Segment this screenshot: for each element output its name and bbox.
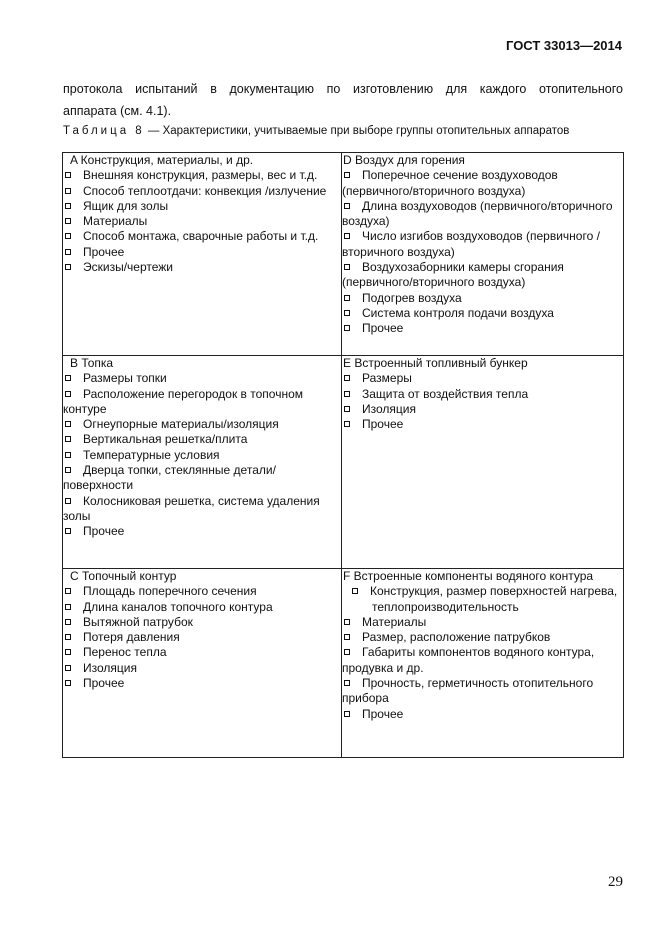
checkbox-bullet-icon [65,649,71,655]
list-item [63,524,341,539]
cell-heading: D Воздух для горения [343,153,465,167]
checkbox-bullet-icon [65,391,71,397]
checkbox-bullet-icon [65,528,71,534]
table-caption [63,125,593,137]
checkbox-bullet-icon [344,203,350,209]
list-item-label: Длина воздуховодов (первичного/вторичного воздуха) [342,198,613,229]
list-item [342,707,623,722]
list-item-label: Изоляция [362,401,416,416]
checkbox-bullet-icon [344,310,350,316]
list-item-label: Прочее [362,321,404,336]
list-item [342,199,623,230]
checkbox-bullet-icon [344,421,350,427]
checkbox-bullet-icon [352,588,358,594]
cell-c [63,569,342,758]
list-item [342,645,623,676]
list-item-label: Число изгибов воздуховодов (первичного /вторичного воздуха) [342,229,600,259]
list-item [342,306,623,321]
list-item [63,199,341,214]
list-item-label: Температурные условия [83,447,220,462]
list-item [342,387,623,402]
list-item-label: Вытяжной патрубок [83,614,193,629]
document-code: ГОСТ 33013—2014 [506,38,622,53]
list-item-label: Прочее [83,244,125,259]
checkbox-bullet-icon [344,375,350,381]
list-item [63,494,341,525]
checkbox-bullet-icon [65,680,71,686]
list-item [342,676,623,707]
intro-paragraph [63,78,623,122]
checkbox-bullet-icon [65,588,71,594]
list-item [63,448,341,463]
checkbox-bullet-icon [65,264,71,270]
list-item-label: Площадь поперечного сечения [83,584,257,599]
cell-heading: E Встроенный топливный бункер [343,356,528,370]
checkbox-bullet-icon [344,391,350,397]
list-item-label: Ящик для золы [83,198,169,213]
cell-heading: C Топочный контур [70,569,177,583]
list-item-label: Прочее [362,706,404,721]
checkbox-bullet-icon [344,711,350,717]
list-item-label: Габариты компонентов водяного контура, продувка и др. [342,645,595,675]
list-item [63,661,341,676]
list-item-label: Размеры топки [83,371,167,386]
list-item-label: Потеря давления [83,630,180,645]
list-item-label: Дверца топки, стеклянные детали/поверхности [63,463,276,493]
list-item [342,260,623,291]
list-item [342,371,623,386]
checkbox-bullet-icon [344,649,350,655]
list-item-label: Колосниковая решетка, система удаления золы [63,493,320,523]
checkbox-bullet-icon [344,680,350,686]
checkbox-bullet-icon [65,498,71,504]
list-item-label: Прочее [83,524,125,539]
list-item-label: Длина каналов топочного контура [83,599,273,614]
checkbox-bullet-icon [344,406,350,412]
list-item [342,402,623,417]
table-caption-label: Таблица 8 [63,125,145,137]
list-item-label: Система контроля подачи воздуха [362,305,554,320]
checkbox-bullet-icon [344,172,350,178]
list-item [63,245,341,260]
list-item-label: Подогрев воздуха [362,290,462,305]
table-caption-text: — Характеристики, учитываемые при выборе группы отопительных аппаратов [147,125,570,137]
characteristics-table [62,152,624,758]
intro-line-2: аппарата (см. 4.1). [63,104,172,118]
list-item [63,214,341,229]
checkbox-bullet-icon [65,619,71,625]
list-item [63,371,341,386]
checkbox-bullet-icon [65,604,71,610]
page-number: 29 [608,874,623,890]
checkbox-bullet-icon [344,233,350,239]
list-item-label: Вертикальная решетка/плита [83,432,248,447]
list-item [63,387,341,418]
list-item-label: Поперечное сечение воздуховодов (первичного/вторичного воздуха) [342,168,558,198]
checkbox-bullet-icon [65,467,71,473]
list-item [63,615,341,630]
cell-heading: A Конструкция, материалы, и др. [70,153,254,167]
list-item-label: Размер, расположение патрубков [362,630,551,645]
list-item-label: Материалы [83,214,148,229]
list-item [63,229,341,244]
checkbox-bullet-icon [344,634,350,640]
list-item [342,615,623,630]
intro-line-1: протокола испытаний в документацию по изготовлению для каждого отопительного [63,82,623,96]
cell-f [342,569,624,758]
list-item-label: Перенос тепла [83,645,167,660]
list-item [342,584,623,615]
list-item [63,417,341,432]
list-item-label: Прочность, герметичность отопительного прибора [342,676,594,706]
checkbox-bullet-icon [65,665,71,671]
checkbox-bullet-icon [65,249,71,255]
list-item [63,584,341,599]
checkbox-bullet-icon [344,325,350,331]
list-item [63,630,341,645]
checkbox-bullet-icon [65,634,71,640]
list-item-label: Способ монтажа, сварочные работы и т.д. [83,229,319,244]
list-item-label: Изоляция [83,660,137,675]
cell-e [342,356,624,569]
list-item [63,432,341,447]
cell-b [63,356,342,569]
checkbox-bullet-icon [65,188,71,194]
checkbox-bullet-icon [65,172,71,178]
list-item [342,168,623,199]
checkbox-bullet-icon [65,375,71,381]
list-item [63,645,341,660]
list-item [342,291,623,306]
checkbox-bullet-icon [65,203,71,209]
list-item [63,184,341,199]
list-item [63,676,341,691]
list-item [342,630,623,645]
list-item-label: Прочее [83,676,125,691]
checkbox-bullet-icon [65,452,71,458]
list-item-label: Эскизы/чертежи [83,260,174,275]
cell-heading: F Встроенные компоненты водяного контура [343,569,594,583]
list-item-label: Способ теплоотдачи: конвекция /излучение [83,183,327,198]
list-item-label: Материалы [362,614,427,629]
list-item [342,229,623,260]
checkbox-bullet-icon [65,436,71,442]
list-item [63,600,341,615]
checkbox-bullet-icon [344,619,350,625]
checkbox-bullet-icon [65,233,71,239]
cell-d [342,153,624,356]
checkbox-bullet-icon [65,218,71,224]
list-item-label: Воздухозаборники камеры сгорания (первичного/вторичного воздуха) [342,260,564,290]
list-item-label: Прочее [362,417,404,432]
list-item [342,321,623,336]
checkbox-bullet-icon [65,421,71,427]
cell-heading: B Топка [70,356,114,370]
list-item [63,260,341,275]
list-item [342,417,623,432]
list-item-label: Внешняя конструкция, размеры, вес и т.д. [83,168,318,183]
list-item [63,168,341,183]
list-item-label: Размеры [362,371,412,386]
list-item [63,463,341,494]
cell-a [63,153,342,356]
checkbox-bullet-icon [344,295,350,301]
list-item-label: Конструкция, размер поверхностей нагрева, теплопроизводительность [370,584,618,614]
list-item-label: Расположение перегородок в топочном контуре [63,386,304,416]
checkbox-bullet-icon [344,264,350,270]
list-item-label: Защита от воздействия тепла [362,386,529,401]
list-item-label: Огнеупорные материалы/изоляция [83,417,279,432]
